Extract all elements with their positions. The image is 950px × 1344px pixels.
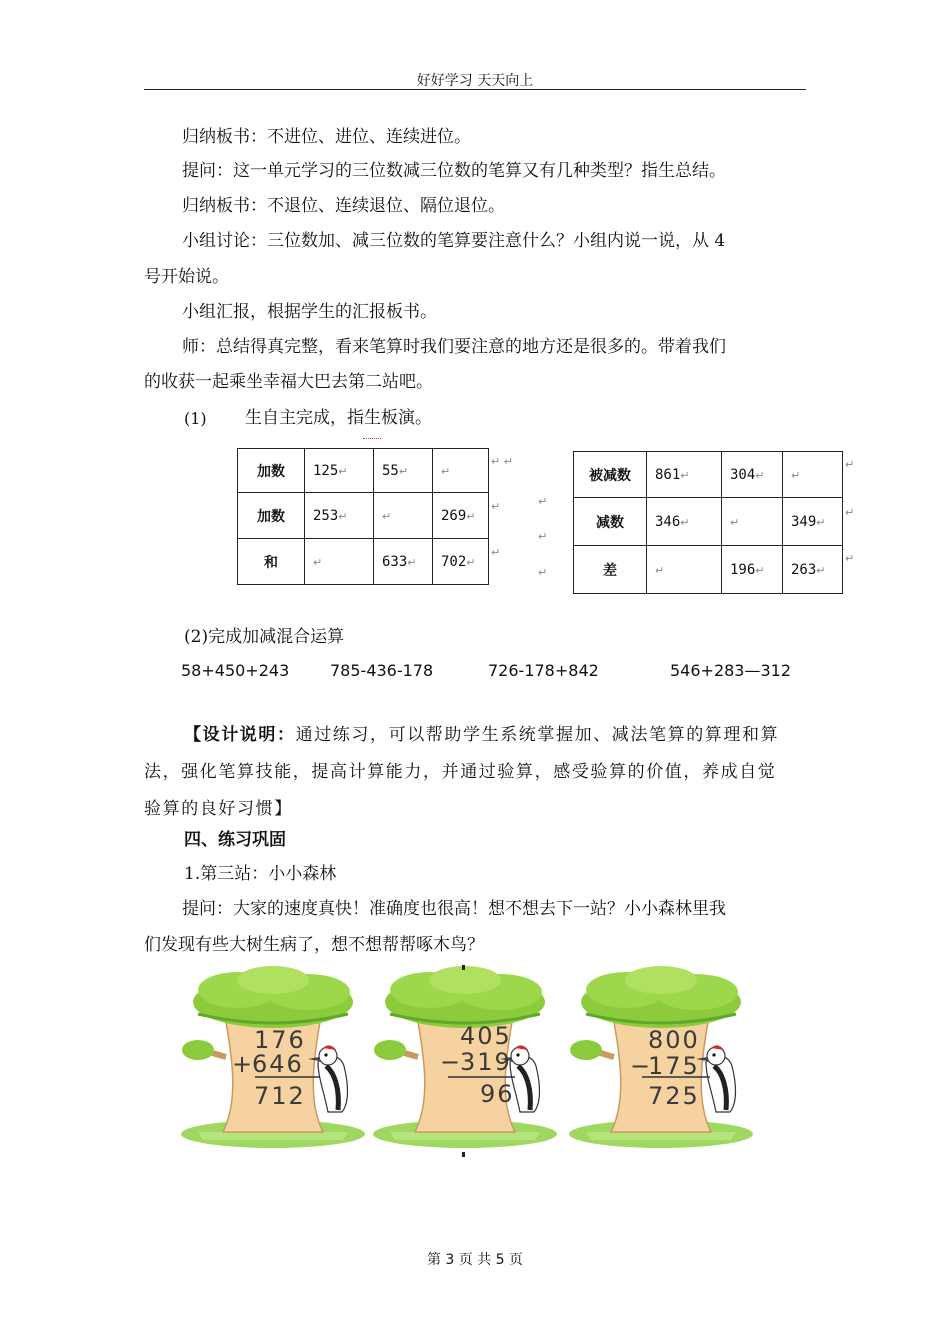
table-row-label: 减数	[574, 498, 647, 546]
exercise-item-1: 1.第三站：小小森林	[184, 864, 337, 884]
task-text-2: (2)完成加减混合运算	[184, 627, 345, 647]
paragraph-group-report: 小组汇报，根据学生的汇报板书。	[182, 302, 437, 322]
paragraph-mark: ↵	[466, 555, 476, 569]
page-header: 好好学习 天天向上	[416, 73, 534, 89]
design-note-line2: 法，强化笔算技能，提高计算能力，并通过验算，感受验算的价值，养成自觉	[144, 762, 777, 782]
tree-1-result: 712	[254, 1082, 306, 1110]
tree-1-top: 176	[254, 1026, 306, 1054]
paragraph-question-forest: 提问：大家的速度真快！准确度也很高！想不想去下一站？小小森林里我	[182, 899, 726, 919]
table-row-label: 加数	[238, 493, 305, 539]
table-row-label: 加数	[238, 449, 305, 493]
table-cell	[722, 498, 783, 546]
tree-2-result: 96	[480, 1080, 515, 1108]
paragraph-mark: ↵	[845, 506, 855, 519]
header-rule	[144, 89, 806, 90]
paragraph-mark: ↵	[816, 515, 826, 529]
table-cell: 861↵	[647, 452, 722, 498]
table-cell: 269↵	[433, 493, 489, 539]
paragraph-question: 提问：这一单元学习的三位数减三位数的笔算又有几种类型？指生总结。	[182, 161, 726, 181]
paragraph-mark: ↵	[398, 464, 409, 478]
tree-2-top: 405	[460, 1022, 512, 1050]
tree-3-bottom: 175	[648, 1052, 700, 1080]
paragraph-mark: ↵	[680, 468, 690, 482]
paragraph-mark: ↵	[730, 515, 740, 529]
design-note-label: 【设计说明：	[184, 725, 296, 745]
tree-3-result: 725	[648, 1082, 700, 1110]
paragraph-mark: ↵	[491, 546, 501, 559]
page-footer: 第 3 页 共 5 页	[426, 1252, 524, 1268]
image-handle-top	[462, 965, 465, 970]
paragraph-group-discussion-cont: 号开始说。	[144, 267, 229, 287]
table-cell: 349↵	[783, 498, 843, 546]
expression-1: 58+450+243	[181, 661, 290, 680]
table-cell: 633↵	[374, 539, 433, 585]
table-cell	[374, 493, 433, 539]
subtraction-table	[573, 451, 843, 594]
paragraph-mark: ↵	[816, 563, 826, 577]
paragraph-mark: ↵	[755, 468, 765, 482]
paragraph-teacher: 师：总结得真完整，看来笔算时我们要注意的地方还是很多的。带着我们	[182, 337, 726, 357]
paragraph-mark: ↵	[538, 566, 548, 579]
table-cell: 55↵	[374, 449, 433, 493]
section-heading: 四、练习巩固	[184, 830, 286, 850]
task-number-1: (1)	[184, 409, 207, 428]
task-text-1: 生自主完成，指生板演。	[245, 408, 432, 428]
table-row-label: 被减数	[574, 452, 647, 498]
table-row-label: 差	[574, 546, 647, 594]
tree-2-op: −	[440, 1048, 463, 1076]
paragraph-mark: ↵	[755, 563, 765, 577]
expression-3: 726-178+842	[488, 661, 599, 680]
tree-3-op: −	[630, 1052, 653, 1080]
tree-1-op: +	[232, 1050, 255, 1078]
tree-2-bottom: 319	[460, 1048, 512, 1076]
table-cell: 196↵	[722, 546, 783, 594]
table-cell	[305, 539, 374, 585]
paragraph-mark: ↵	[491, 500, 501, 513]
paragraph-mark: ↵	[338, 509, 348, 523]
expression-4: 546+283—312	[670, 661, 792, 680]
paragraph-question-forest-cont: 们发现有些大树生病了，想不想帮帮啄木鸟？	[144, 935, 484, 955]
paragraph-mark: ↵	[538, 495, 548, 508]
table-cell: 702↵	[433, 539, 489, 585]
spellcheck-mark	[363, 438, 381, 439]
table-cell	[433, 449, 489, 493]
image-handle-bottom	[462, 1152, 465, 1157]
paragraph-summary-add: 归纳板书：不进位、进位、连续进位。	[182, 127, 471, 147]
table-cell: 125↵	[305, 449, 374, 493]
tree-1-bottom: 646	[252, 1050, 304, 1078]
design-note-line3: 验算的良好习惯】	[144, 799, 293, 819]
paragraph-mark: ↵	[338, 464, 348, 478]
paragraph-mark: ↵	[466, 509, 476, 523]
paragraph-mark: ↵	[313, 555, 323, 569]
paragraph-group-discussion: 小组讨论：三位数加、减三位数的笔算要注意什么？小组内说一说，从 4	[182, 231, 726, 251]
paragraph-mark: ↵	[680, 515, 690, 529]
paragraph-mark: ↵	[538, 530, 548, 543]
paragraph-mark: ↵	[791, 468, 801, 482]
tree-illustrations	[170, 962, 760, 1162]
paragraph-summary-sub: 归纳板书：不退位、连续退位、隔位退位。	[182, 196, 505, 216]
table-cell	[783, 452, 843, 498]
table-row-label: 和	[238, 539, 305, 585]
paragraph-mark: ↵	[655, 563, 665, 577]
paragraph-mark: ↵	[845, 458, 855, 471]
table-cell: 253↵	[305, 493, 374, 539]
paragraph-teacher-cont: 的收获一起乘坐幸福大巴去第二站吧。	[144, 372, 433, 392]
addition-table	[237, 448, 489, 585]
table-cell: 263↵	[783, 546, 843, 594]
table-cell	[647, 546, 722, 594]
tree-3-top: 800	[648, 1026, 700, 1054]
paragraph-mark: ↵ ↵	[491, 455, 513, 468]
design-note-line1	[184, 720, 779, 745]
paragraph-mark: ↵	[382, 509, 392, 523]
paragraph-mark: ↵	[845, 552, 855, 565]
paragraph-mark: ↵	[441, 464, 451, 478]
table-cell: 346↵	[647, 498, 722, 546]
paragraph-mark: ↵	[407, 555, 417, 569]
design-note-text: 通过练习，可以帮助学生系统掌握加、减法笔算的算理和算	[295, 725, 780, 745]
expression-2: 785-436-178	[330, 661, 434, 680]
table-cell: 304↵	[722, 452, 783, 498]
